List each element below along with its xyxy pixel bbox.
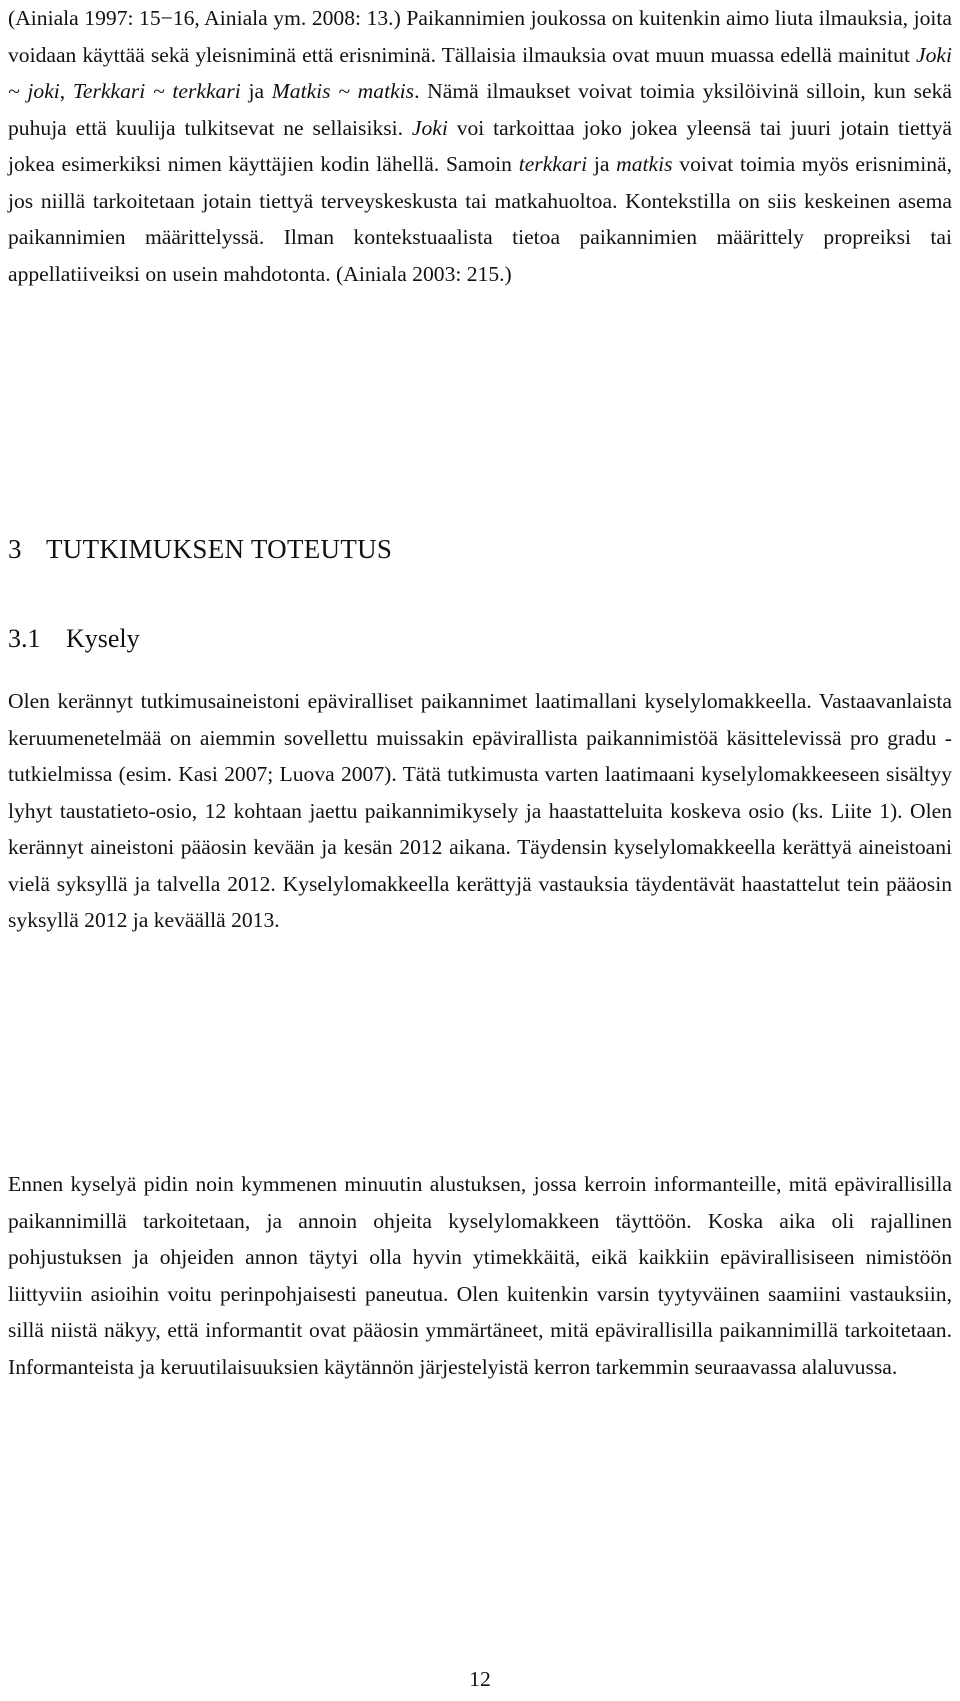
italic-term: matkis bbox=[616, 152, 673, 176]
text-run: ja bbox=[240, 79, 272, 103]
italic-term: Joki ~ joki bbox=[8, 42, 952, 103]
italic-term: terkkari bbox=[518, 152, 588, 176]
section-title: Kysely bbox=[66, 624, 140, 653]
text-run: (Ainiala 1997: 15−16, Ainiala ym. 2008: 13.) Paikannimien joukossa on kuitenkin aimo liuta ilmauksia, joita voidaan käyttää sekä yleisniminä että erisniminä. Tällaisia ilmauksia ovat muun muassa edellä mainitut bbox=[8, 6, 952, 67]
section-number: 3.1 bbox=[8, 624, 41, 653]
paragraph-questionnaire bbox=[8, 683, 952, 939]
chapter-title: TUTKIMUKSEN TOTEUTUS bbox=[46, 534, 393, 564]
text-run: . Nämä ilmaukset voivat toimia yksilöivinä silloin, kun sekä puhuja että kuulija tulkitsevat ne sellaisiksi. bbox=[8, 79, 952, 140]
text-run: voi tarkoittaa joko jokea yleensä tai juuri jotain tiettyä jokea esimerkiksi nimen käyttäjien kodin lähellä. Samoin bbox=[8, 115, 952, 176]
page-number: 12 bbox=[469, 1667, 491, 1691]
italic-term: Joki bbox=[411, 115, 448, 140]
text-run: Olen kerännyt tutkimusaineistoni epäviralliset paikannimet laatimallani kyselylomakkeella. Vastaavanlaista keruumenetelmää on aiemmin sovellettu muissakin epävirallista paikannimistöä käsittelevissä pro gradu -tutkielmissa (esim. Kasi 2007; Luova 2007). Tätä tutkimusta varten laatimaani kyselylomakkeeseen sisältyy lyhyt taustatieto-osio, 12 kohtaan jaettu paikannimikysely ja haastatteluita koskeva osio (ks. Liite 1). Olen kerännyt aineistoni pääosin kevään ja kesän 2012 aikana. Täydensin kyselylomakkeella kerättyä aineistoani vielä syksyllä ja talvella 2012. Kyselylomakkeella kerättyjä vastauksia täydentävät haastattelut tein pääosin syksyllä 2012 ja keväällä 2013. bbox=[8, 689, 952, 932]
section-heading bbox=[8, 623, 140, 655]
text-run: ja bbox=[587, 152, 617, 176]
chapter-number: 3 bbox=[8, 534, 22, 564]
chapter-heading bbox=[8, 532, 392, 566]
text-run: Ennen kyselyä pidin noin kymmenen minuutin alustuksen, jossa kerroin informanteille, mitä epävirallisilla paikannimillä tarkoitetaan, ja annoin ohjeita kyselylomakkeen täyttöön. Koska aika oli rajallinen pohjustuksen ja ohjeiden annon täytyi olla hyvin ytimekkäitä, eikä kaikkiin epävirallisiseen nimistöön liittyviin asioihin voitu perinpohjaisesti paneutua. Olen kuitenkin varsin tyytyväinen saamiini vastauksiin, sillä niistä näkyy, että informantit ovat pääosin ymmärtäneet, mitä epävirallisilla paikannimillä tarkoitetaan. Informanteista ja keruutilaisuuksien käytännön järjestelyistä kerron tarkemmin seuraavassa alaluvussa. bbox=[8, 1172, 952, 1379]
text-run: voivat toimia myös erisniminä, jos niillä tarkoitetaan jotain tiettyä terveyskeskusta tai matkahuoltoa. Kontekstilla on siis keskeinen asema paikannimien määrittelyssä. Ilman kontekstuaalista tietoa paikannimien määrittely propreiksi tai appellatiiveiksi on usein mahdotonta. (Ainiala 2003: 215.) bbox=[8, 152, 952, 286]
paragraph-introduction-session bbox=[8, 1166, 952, 1385]
paragraph-place-names-context bbox=[8, 0, 952, 292]
italic-term: Matkis ~ matkis bbox=[271, 79, 415, 103]
italic-term: Terkkari ~ terkkari bbox=[72, 79, 241, 103]
text-run: , bbox=[59, 79, 73, 103]
